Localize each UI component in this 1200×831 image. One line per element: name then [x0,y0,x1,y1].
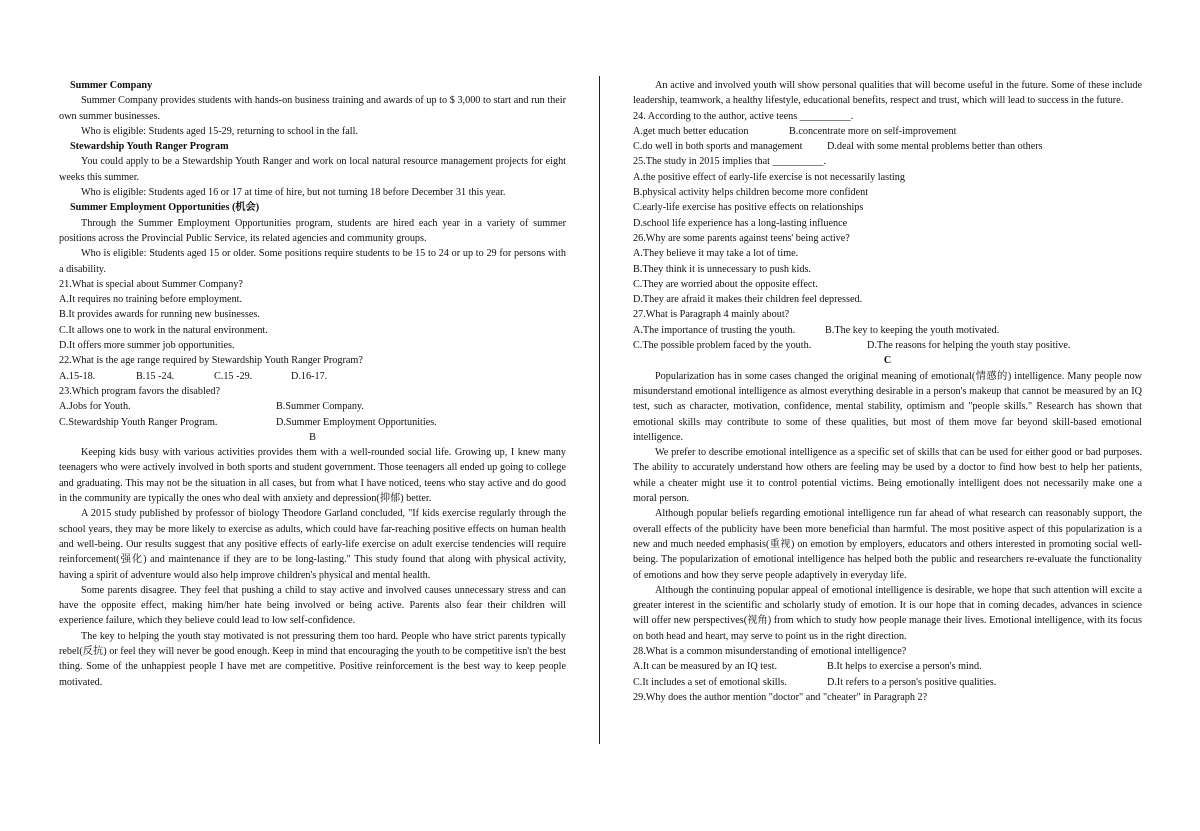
options-row [633,323,1142,338]
paragraph: Summer Company provides students with hands-on business training and awards of up to $ 3,000 to start and run their own summer businesses. [59,95,566,122]
option: C.do well in both sports and management [633,141,803,153]
options-row [59,415,566,430]
question-24: 24. According to the author, active teens __________. [633,110,854,122]
section-title-ranger-program: Stewardship Youth Ranger Program [70,141,229,153]
right-column [633,78,1142,705]
option: C.It allows one to work in the natural environment. [59,324,268,336]
options-row [59,369,566,384]
option: D.Summer Employment Opportunities. [276,416,437,428]
option: A.It requires no training before employment. [59,294,243,306]
option: C.15 -29. [214,370,253,382]
paragraph: Although the continuing popular appeal of emotional intelligence is desirable, we hope that such attention will excite a greater interest in the scientific and scholarly study of emotion. It is our hope that in coming decades, advances in science will offer new perspectives(视角) from which to study how people manage their lives. Emotional intelligence, with its focus on both head and heart, may serve to point us in the right direction. [633,584,1142,642]
paragraph: Through the Summer Employment Opportunities program, students are hired each year in a variety of summer positions across the Provincial Public Service, its related agencies and community groups. [59,217,566,244]
section-label-b: B [309,431,316,443]
option: B.physical activity helps children become more confident [633,187,869,199]
option: A.the positive effect of early-life exercise is not necessarily lasting [633,171,905,183]
paragraph: You could apply to be a Stewardship Youth Ranger and work on local natural resource management projects for eight weeks this summer. [59,156,566,183]
option: C.Stewardship Youth Ranger Program. [59,416,218,428]
option: D.They are afraid it makes their children feel depressed. [633,294,863,306]
paragraph: Keeping kids busy with various activities provides them with a well-rounded social life. Growing up, I knew many teenagers who were actively involved in both sports and student government. Those teenagers all ended up going to college and graduating. This may not be the situation in all cases, but from what I have noticed, teens who stay active and do good in the community are typically the ones who deal with anxiety and depression(抑郁) better. [59,447,566,505]
option: A.15-18. [59,370,96,382]
paragraph: Who is eligible: Students aged 15-29, returning to school in the fall. [81,125,358,137]
option: D.It refers to a person's positive qualities. [827,676,997,688]
options-row [633,338,1142,353]
options-row [633,139,1142,154]
paragraph: Popularization has in some cases changed the original meaning of emotional(情感的) intelligence. Many people now misunderstand emotional intelligence as almost everything desirable in a person's makeup that cannot be measured by an IQ test, such as character, motivation, confidence, mental stability, optimism and "people skills." Research has shown that emotional skills may contribute to some of these qualities, but most of them move far beyond skill-based emotional intelligence. [633,370,1142,443]
options-row [633,675,1142,690]
option: C.The possible problem faced by the youth. [633,340,812,352]
option: A.Jobs for Youth. [59,401,131,413]
option: D.deal with some mental problems better than others [827,141,1043,153]
section-title-employment: Summer Employment Opportunities (机会) [70,202,260,214]
options-row [59,399,566,414]
paragraph: Who is eligible: Students aged 16 or 17 at time of hire, but not turning 18 before December 31 this year. [81,187,506,199]
paragraph: Although popular beliefs regarding emotional intelligence run far ahead of what research can reasonably support, the overall effects of the publicity have been more beneficial than harmful. The most positive aspect of this popularization is a new and much needed emphasis(重视) on emotion by employers, educators and others interested in promoting social well-being. The popularization of emotional intelligence has helped both the public and researchers re-evaluate the functionality of emotions and how they serve people adaptively in everyday life. [633,508,1142,581]
options-row [633,124,1142,139]
paragraph: A 2015 study published by professor of biology Theodore Garland concluded, "If kids exercise regularly through the school years, they may be more likely to exercise as adults, which could have far-reaching positive effects on human health and well-being. Our results suggest that any positive effects of early-life exercise on adult exercise tendencies will require reinforcement(强化) and maintenance if they are to be long-lasting." This study found that along with physical activity, having a spirit of adventure would also help improve children's physical and mental health. [59,508,566,581]
section-label-c: C [883,355,892,367]
option: A.The importance of trusting the youth. [633,324,796,336]
option: B.They think it is unnecessary to push kids. [633,263,811,275]
paragraph: An active and involved youth will show personal qualities that will become useful in the future. Some of these include leadership, teamwork, a healthy lifestyle, educational benefits, respect and trust, which will lead to success in the future. [633,80,1142,107]
question-27: 27.What is Paragraph 4 mainly about? [633,309,790,321]
question-26: 26.Why are some parents against teens' being active? [633,232,850,244]
option: A.get much better education [633,125,749,137]
option: B.concentrate more on self-improvement [789,125,957,137]
left-column [59,78,566,690]
option: D.school life experience has a long-lasting influence [633,217,848,229]
question-23: 23.Which program favors the disabled? [59,385,220,397]
option: D.16-17. [291,370,328,382]
option: A.They believe it may take a lot of time. [633,248,799,260]
question-29: 29.Why does the author mention "doctor" and "cheater" in Paragraph 2? [633,691,928,703]
paragraph: The key to helping the youth stay motivated is not pressuring them too hard. People who have strict parents typically rebel(反抗) or feel they will never be good enough. Keep in mind that encouraging the youth to be competitive isn't the best thing. Some of the unhappiest people I have met are competitive. Positive reinforcement is the best way to keep people motivated. [59,630,566,688]
option: C.early-life exercise has positive effects on relationships [633,202,864,214]
question-21: 21.What is special about Summer Company? [59,278,243,290]
option: B.It helps to exercise a person's mind. [827,661,982,673]
option: C.They are worried about the opposite effect. [633,278,818,290]
paragraph: Some parents disagree. They feel that pushing a child to stay active and involved causes unnecessary stress and can have the opposite effect, making him/her hate being involved or being active. Parents also fear their children will experience failure, which they believe could lead to low self-confidence. [59,584,566,627]
question-28: 28.What is a common misunderstanding of emotional intelligence? [633,645,907,657]
option: B.15 -24. [136,370,175,382]
section-title-summer-company: Summer Company [70,80,153,91]
options-row [633,659,1142,674]
question-25: 25.The study in 2015 implies that __________. [633,156,826,168]
question-22: 22.What is the age range required by Stewardship Youth Ranger Program? [59,355,363,367]
column-divider [599,76,600,744]
option: A.It can be measured by an IQ test. [633,661,777,673]
paragraph: Who is eligible: Students aged 15 or older. Some positions require students to be 15 to 24 or up to 29 for persons with a disability. [59,248,566,275]
option: B.The key to keeping the youth motivated. [825,324,1000,336]
option: B.It provides awards for running new businesses. [59,309,260,321]
option: D.The reasons for helping the youth stay positive. [867,340,1071,352]
option: B.Summer Company. [276,401,364,413]
paragraph: We prefer to describe emotional intelligence as a specific set of skills that can be used for either good or bad purposes. The ability to accurately understand how others are feeling may be used by a doctor to find how best to help her patients, while a cheater might use it to control potential victims. Being emotionally intelligent does not necessarily make one a moral person. [633,447,1142,505]
option: D.It offers more summer job opportunities. [59,340,235,352]
option: C.It includes a set of emotional skills. [633,676,787,688]
